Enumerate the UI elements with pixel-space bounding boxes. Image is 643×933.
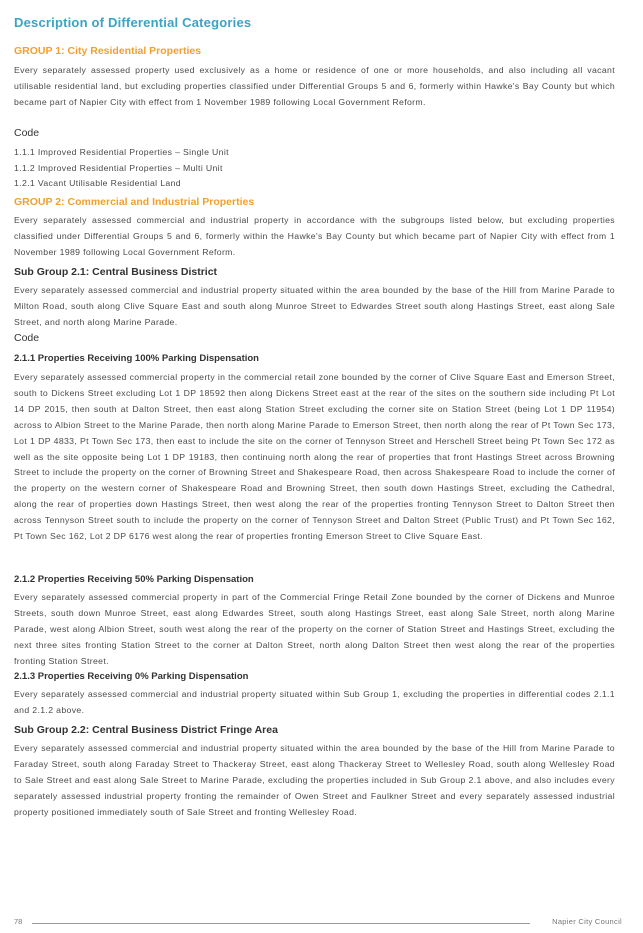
sub-group-2-1-heading: Sub Group 2.1: Central Business District <box>14 266 218 278</box>
section-2-1-2 <box>14 574 615 585</box>
section-2-1-3 <box>14 671 615 682</box>
sub-group-2-2-body-block <box>14 741 615 821</box>
sub-group-2-2-heading: Sub Group 2.2: Central Business District Fringe Area <box>14 724 278 736</box>
section-2-1-2-body-block <box>14 590 615 670</box>
code-list-item: 1.1.1 Improved Residential Properties – Single Unit <box>14 147 229 157</box>
group-1-code-list <box>14 145 615 192</box>
sub-group-2-2-section <box>14 724 615 736</box>
group-1-code-block <box>14 127 615 139</box>
publisher-name: Napier City Council <box>552 917 622 926</box>
group-1-body: Every separately assessed property used exclusively as a home or residence of one or more households, and also including all vacant utilisable residential land, but excluding properties classified under Differential Groups 5 and 6, formerly within Hawke's Bay County but which became part of Napier City with effect from 1 November 1989 following Local Government Reform. <box>14 65 615 107</box>
group-2-heading: GROUP 2: Commercial and Industrial Properties <box>14 196 255 208</box>
section-2-1-2-body: Every separately assessed commercial property in part of the Commercial Fringe Retail Zone bounded by the corner of Dickens and Munroe Streets, south down Munroe Street, east along Edwardes Street, south along Hastings Street, east along Sale Street, north along Marine Parade, west along Albion Street, south west along the rear of the property on the corner of Station Street and Hastings Street, excluding the next three sites fronting Station Street to the corner at Dalton Street, north along Dalton Street then west along the rear of the properties fronting Station Street. <box>14 592 615 666</box>
group-2-body-block <box>14 213 615 261</box>
section-2-1-1-heading: 2.1.1 Properties Receiving 100% Parking Dispensation <box>14 353 259 364</box>
page-number: 78 <box>14 917 23 926</box>
sub-group-2-1-code-label: Code <box>14 332 40 344</box>
section-2-1-3-body: Every separately assessed commercial and industrial property situated within Sub Group 1, excluding the properties in differential codes 2.1.1 and 2.1.2 above. <box>14 689 615 715</box>
group-1-section <box>14 45 615 57</box>
sub-group-2-2-body: Every separately assessed commercial and industrial property situated within the area bounded by the base of the Hill from Marine Parade to Faraday Street, south along Faraday Street to Thackeray Street, east along Thackeray Street to Wellesley Road, south along Wellesley Road to Sale Street and east along Sale Street to Marine Parade, excluding the properties included in Sub Group 2.1 above, and also includes every separately assessed industrial property fronting the remainder of Owen Street and Faulkner Street and every separately assessed industrial property positioned immediately south of Sale Street and fronting Wellesley Road. <box>14 743 615 817</box>
group-1-code-label: Code <box>14 127 40 139</box>
group-1-body-block <box>14 63 615 111</box>
section-2-1-1 <box>14 353 615 364</box>
sub-group-2-1-body-block <box>14 283 615 331</box>
code-list-item: 1.2.1 Vacant Utilisable Residential Land <box>14 178 181 188</box>
sub-group-2-1-section <box>14 266 615 278</box>
sub-group-2-1-body: Every separately assessed commercial and industrial property situated within the area bounded by the base of the Hill from Marine Parade to Milton Road, south along Clive Square East and south along Munroe Street to Edwardes Street south along Hastings Street, east along Sale Street, and north along Marine Parade. <box>14 285 615 327</box>
section-2-1-2-heading: 2.1.2 Properties Receiving 50% Parking Dispensation <box>14 574 254 585</box>
section-2-1-1-body: Every separately assessed commercial property in the commercial retail zone bounded by the corner of Clive Square East and Emerson Street, south to Dickens Street excluding Lot 1 DP 18592 then along Dickens Street east at the rear of the sites on the southern side including Pt Lot 14 DP 2015, then south at Dalton Street, then east along Station Street excluding the corner site on Station Street (being Lot 1 DP 11954) across to Albion Street to the Marine Parade, then north along Marine Parade to Emerson Street, then north along the rear of Pt Town Sec 173, Lot 1 DP 4833, Pt Town Sec 173, then east to include the site on the corner of Tennyson Street and Herschell Street being Pt Town Sec 172 as well as the site opposite being Lot 1 DP 19183, then continuing north along the rear of properties that front Hastings Street across Browning Street to include the property on the corner of Browning Street and Shakespeare Road, then across Shakespeare Road to include the corner of the property on the western corner of Shakespeare Road and Browning Street, then south down Hastings Street, excluding the Cathedral, along the rear of properties down Hastings Street, then west along the rear of the properties fronting Tennyson Street to Dalton Street then across Tennyson Street south to include the property on the corner of Tennyson Street and Dalton Street (Public Trust) and Pt Town Sec 162, Pt Town Sec 162, Lot 2 DP 6176 west along the rear of properties fronting Emerson Street to Clive Square East. <box>14 372 615 542</box>
section-2-1-3-body-block <box>14 687 615 719</box>
section-2-1-1-body-block <box>14 370 615 545</box>
group-2-body: Every separately assessed commercial and industrial property in accordance with the subgroups listed below, but excluding properties classified under Differential Groups 5 and 6, formerly within the Hawke's Bay County but which became part of Napier City with effect from 1 November 1989 following Local Government Reform. <box>14 215 615 257</box>
code-list-item: 1.1.2 Improved Residential Properties – Multi Unit <box>14 162 223 173</box>
section-2-1-3-heading: 2.1.3 Properties Receiving 0% Parking Dispensation <box>14 671 249 682</box>
group-1-heading: GROUP 1: City Residential Properties <box>14 45 202 57</box>
footer-rule <box>32 923 530 924</box>
page-title: Description of Differential Categories <box>14 15 252 30</box>
page-footer <box>14 917 622 931</box>
group-2-section <box>14 196 615 208</box>
sub-group-2-1-code-block <box>14 332 615 344</box>
